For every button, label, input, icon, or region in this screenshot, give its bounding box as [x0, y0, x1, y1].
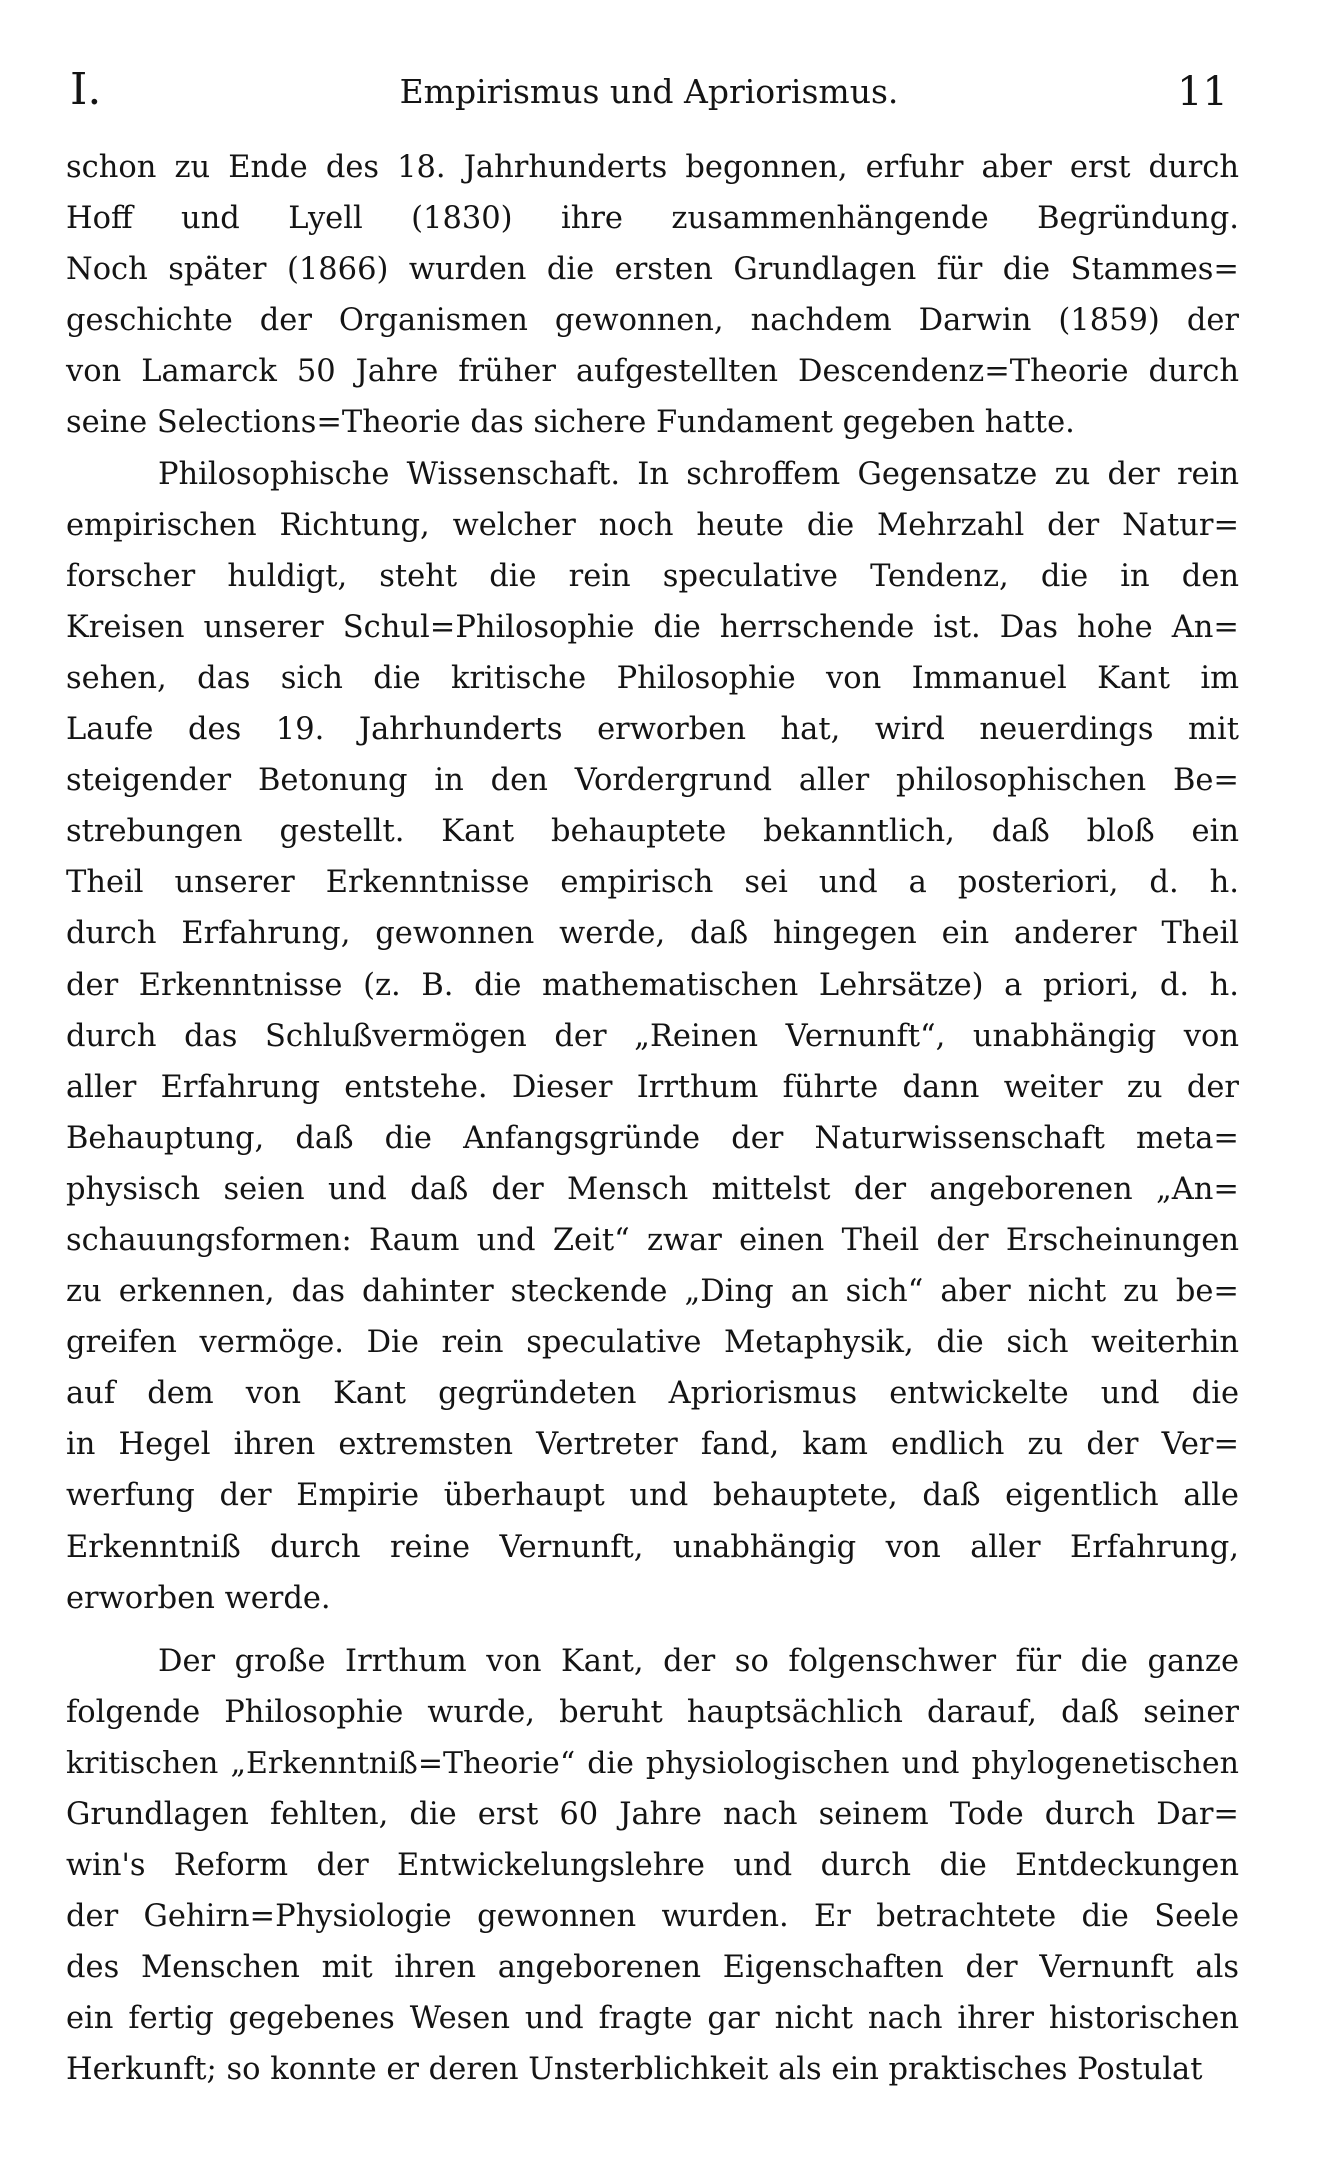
- paragraph-gap: [66, 1624, 1239, 1636]
- text-line: Der große Irrthum von Kant, der so folgenschwer für die ganze: [158, 1643, 1239, 1679]
- paragraph: [66, 449, 1239, 1624]
- text-line: Behauptung, daß die Anfangsgründe der Naturwissenschaft meta=: [66, 1120, 1239, 1156]
- text-line: sehen, das sich die kritische Philosophie von Immanuel Kant im: [66, 660, 1239, 696]
- text-line: auf dem von Kant gegründeten Apriorismus entwickelte und die: [66, 1376, 1239, 1412]
- page-header: [70, 60, 1228, 120]
- text-line: schon zu Ende des 18. Jahrhunderts begonnen, erfuhr aber erst durch: [66, 150, 1239, 185]
- text-line: ein fertig gegebenes Wesen und fragte gar nicht nach ihrer historischen: [66, 2001, 1239, 2037]
- body-text: [66, 142, 1239, 2096]
- text-line: seine Selections=Theorie das sichere Fundament gegeben hatte.: [66, 405, 1075, 441]
- text-line: folgende Philosophie wurde, beruht hauptsächlich darauf, daß seiner: [66, 1694, 1239, 1730]
- chapter-number: I.: [70, 64, 102, 115]
- text-line: durch das Schlußvermögen der „Reinen Vernunft“, unabhängig von: [66, 1018, 1239, 1054]
- page-number: 11: [1177, 69, 1228, 115]
- text-line: win's Reform der Entwickelungslehre und durch die Entdeckungen: [66, 1848, 1239, 1884]
- text-line: empirischen Richtung, welcher noch heute die Mehrzahl der Natur=: [66, 507, 1239, 543]
- text-line: des Menschen mit ihren angeborenen Eigenschaften der Vernunft als: [66, 1950, 1239, 1986]
- text-line: Hoff und Lyell (1830) ihre zusammenhängende Begründung.: [66, 201, 1239, 237]
- text-line: geschichte der Organismen gewonnen, nachdem Darwin (1859) der: [66, 303, 1239, 339]
- text-line: von Lamarck 50 Jahre früher aufgestellten Descendenz=Theorie durch: [66, 354, 1239, 390]
- text-line: zu erkennen, das dahinter steckende „Ding an sich“ aber nicht zu be=: [66, 1274, 1239, 1310]
- paragraph: [66, 1636, 1239, 2096]
- text-line: der Gehirn=Physiologie gewonnen wurden. Er betrachtete die Seele: [66, 1899, 1239, 1935]
- text-line: Philosophische Wissenschaft. In schroffem Gegensatze zu der rein: [158, 456, 1239, 492]
- text-line: physisch seien und daß der Mensch mittelst der angeborenen „An=: [66, 1171, 1239, 1207]
- text-line: steigender Betonung in den Vordergrund aller philosophischen Be=: [66, 763, 1239, 799]
- running-title: Empirismus und Apriorismus.: [399, 72, 899, 111]
- text-line: Grundlagen fehlten, die erst 60 Jahre nach seinem Tode durch Dar=: [66, 1797, 1239, 1832]
- paragraph: [66, 142, 1239, 449]
- text-line: durch Erfahrung, gewonnen werde, daß hingegen ein anderer Theil: [66, 916, 1239, 952]
- text-line: der Erkenntnisse (z. B. die mathematischen Lehrsätze) a priori, d. h.: [66, 967, 1239, 1003]
- text-line: forscher huldigt, steht die rein speculative Tendenz, die in den: [66, 558, 1239, 594]
- text-line: schauungsformen: Raum und Zeit“ zwar einen Theil der Erscheinungen: [66, 1222, 1239, 1258]
- text-line: in Hegel ihren extremsten Vertreter fand, kam endlich zu der Ver=: [66, 1427, 1239, 1463]
- text-line: Herkunft; so konnte er deren Unsterblichkeit als ein praktisches Postulat: [66, 2052, 1203, 2088]
- text-line: strebungen gestellt. Kant behauptete bekanntlich, daß bloß ein: [66, 814, 1239, 850]
- text-line: kritischen „Erkenntniß=Theorie“ die physiologischen und phylogenetischen: [66, 1745, 1239, 1781]
- text-line: aller Erfahrung entstehe. Dieser Irrthum führte dann weiter zu der: [66, 1069, 1239, 1105]
- text-line: Laufe des 19. Jahrhunderts erworben hat, wird neuerdings mit: [66, 712, 1239, 748]
- text-line: greifen vermöge. Die rein speculative Metaphysik, die sich weiterhin: [66, 1325, 1239, 1361]
- text-line: Theil unserer Erkenntnisse empirisch sei und a posteriori, d. h.: [66, 865, 1239, 901]
- text-line: werfung der Empirie überhaupt und behauptete, daß eigentlich alle: [66, 1478, 1239, 1514]
- text-line: erworben werde.: [66, 1580, 331, 1616]
- text-line: Noch später (1866) wurden die ersten Grundlagen für die Stammes=: [66, 252, 1239, 288]
- text-line: Kreisen unserer Schul=Philosophie die herrschende ist. Das hohe An=: [66, 609, 1239, 645]
- text-line: Erkenntniß durch reine Vernunft, unabhängig von aller Erfahrung,: [66, 1529, 1239, 1565]
